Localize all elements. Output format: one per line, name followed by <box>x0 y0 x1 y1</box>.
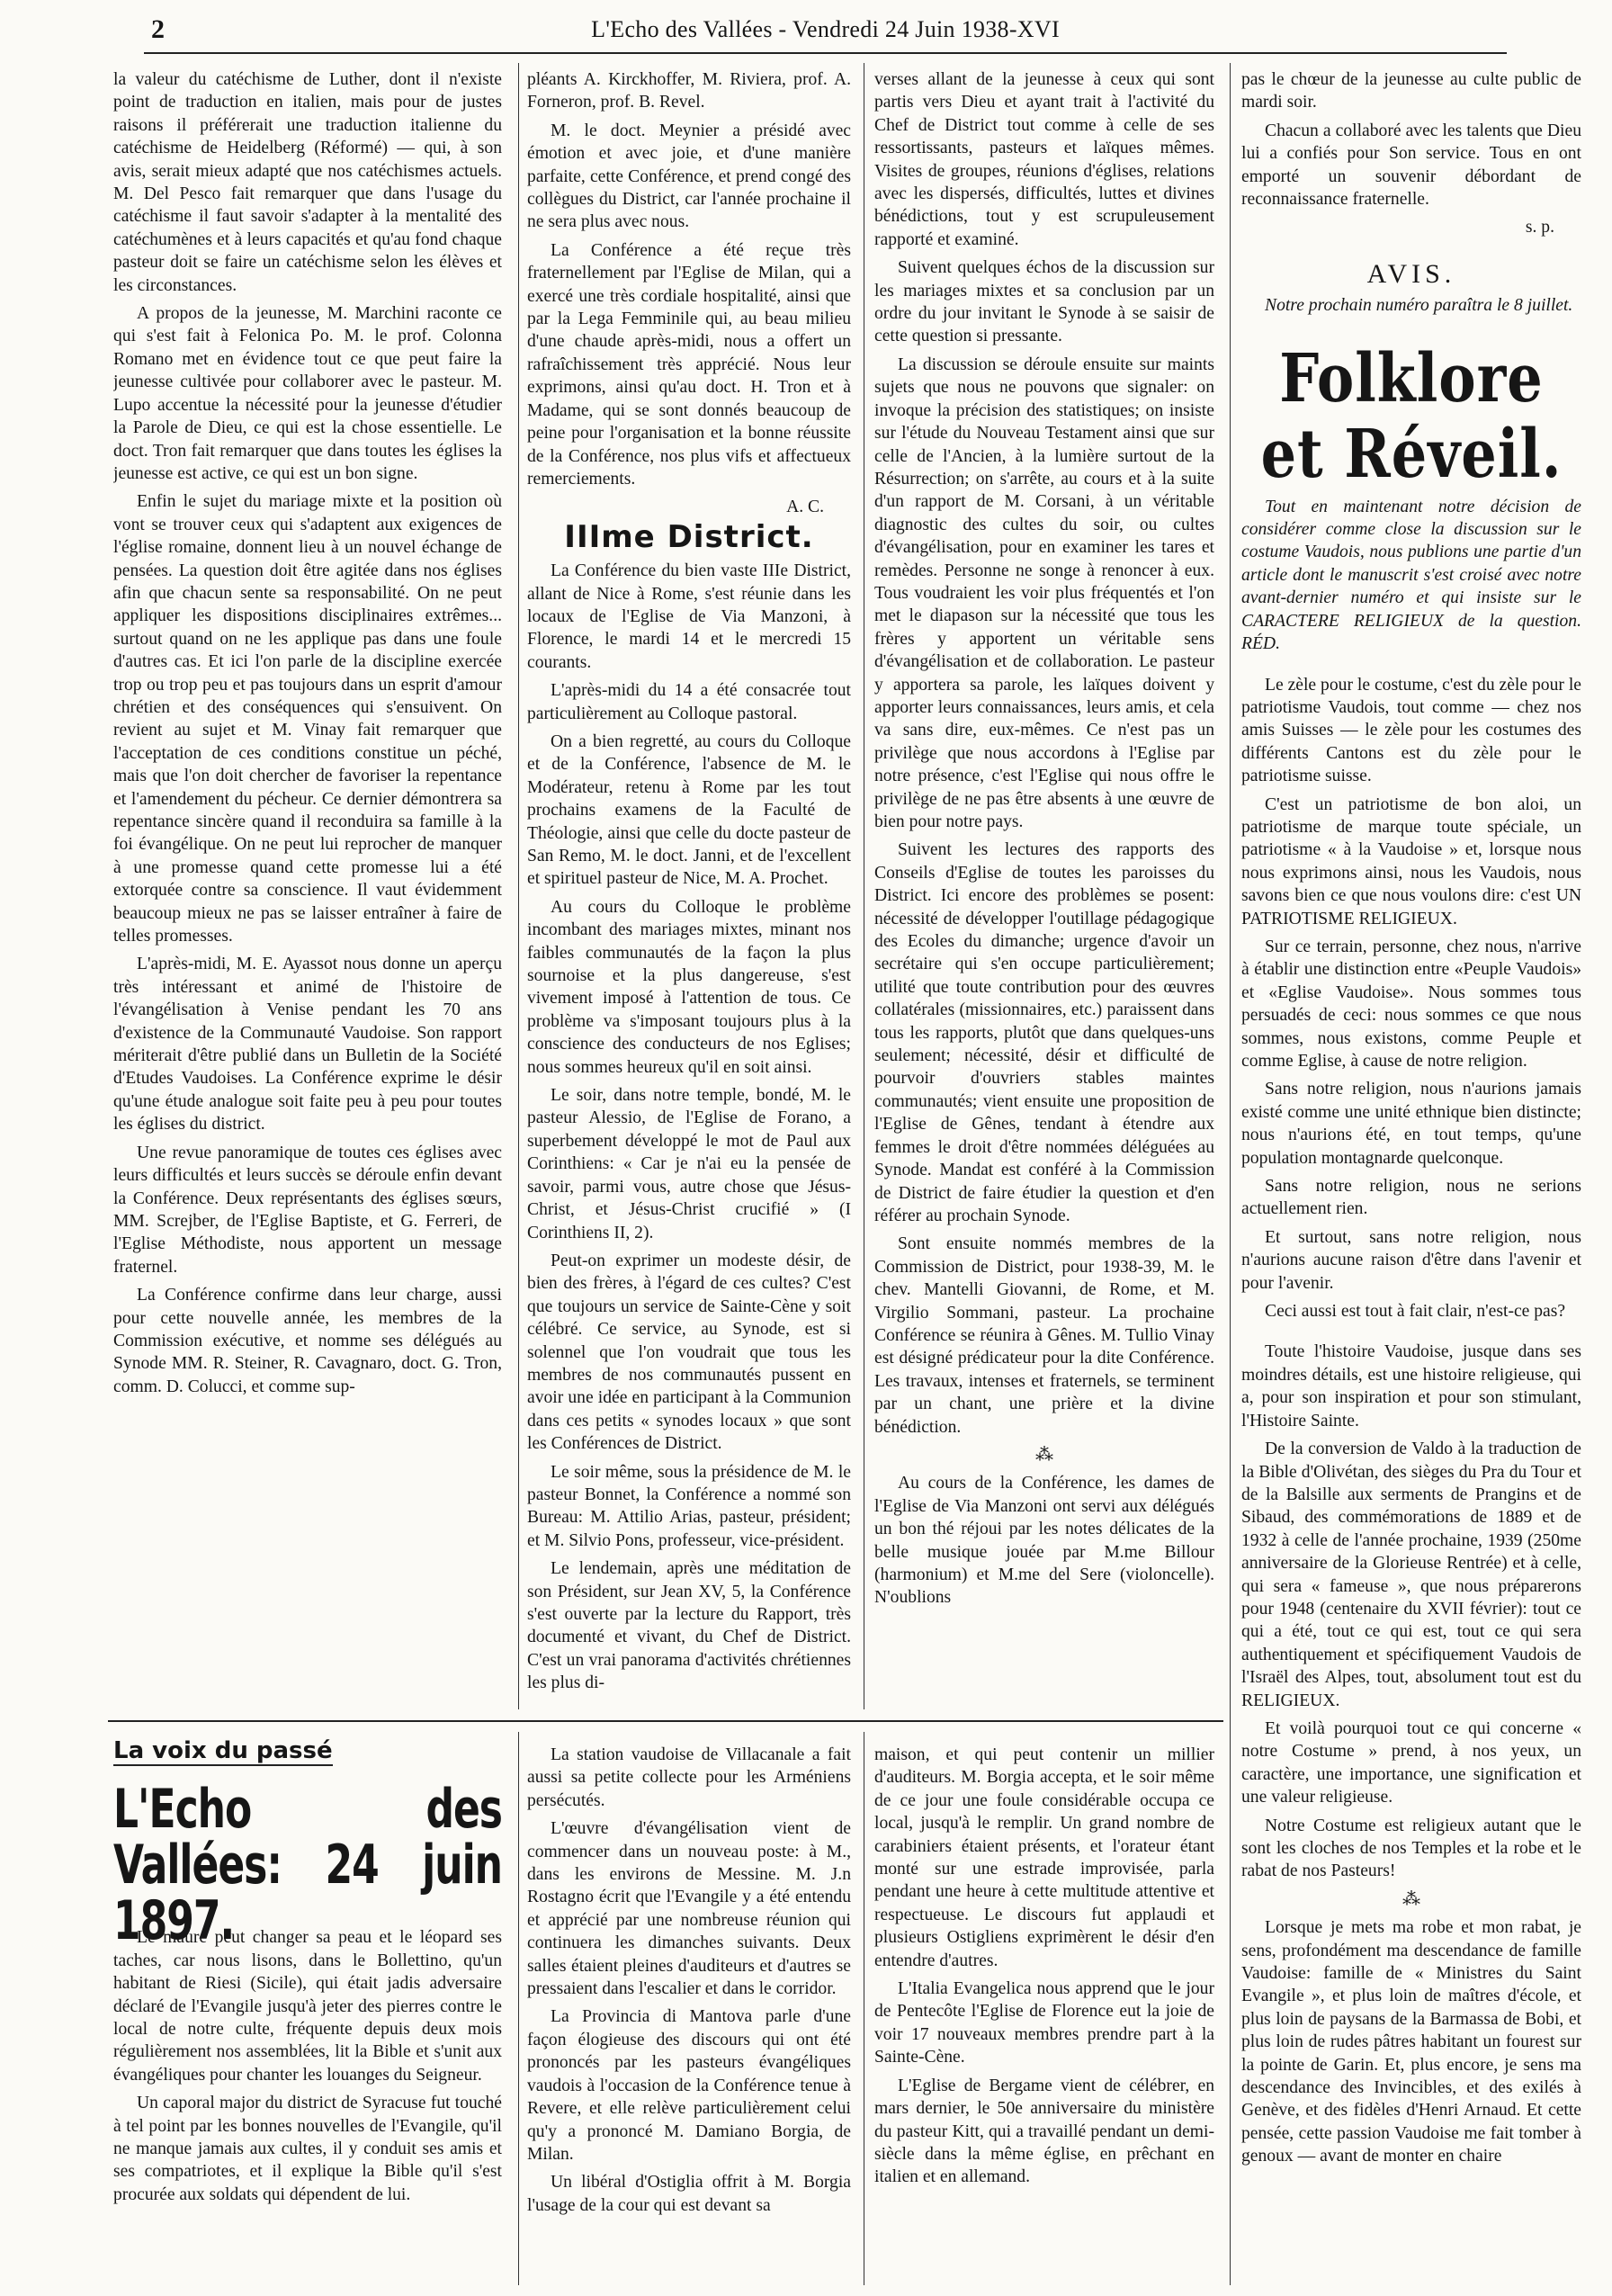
section-headline: L'Echo des Vallées: 24 juin 1897. <box>113 1779 502 1953</box>
spacer <box>1241 1328 1581 1341</box>
paragraph: L'œuvre d'évangélisation vient de commencer dans un nouveau poste: à M., dans les environs de Messine. M. J.n Rostagno écrit que l'Evangile y a été entendu et apprécié par une nombreuse réunion qui continuera les dimanches suivants. Deux salles étaient pleines d'auditeurs et d'autres se pressaient dans l'escalier et dans le corridor. <box>527 1819 851 1999</box>
paragraph: Enfin le sujet du mariage mixte et la position où vont se trouver ceux qui s'adaptent aux exigences de l'église romaine, donnent lieu à un nouvel échange de pensées. La question doit être agitée dans nos églises afin que chacun sente sa responsabilité. On ne peut appliquer les dispositions disciplinaires extrêmes... surtout quand on ne les applique pas dans une foule d'autres cas. Et ici l'on parle de la discipline exercée trop ou trop peu et pas toujours dans un esprit d'amour chrétien et des conséquences qui s'ensuivent. On revient au sujet et M. Vinay fait remarquer que l'acceptation de ces conditions constitue un péché, mais que l'on doit chercher de favoriser la repentance et l'amendement du pécheur. Ce dernier démontrera sa repentance sincère quand il reconduira sa famille à la foi évangélique. On ne peut lui reprocher de manquer à une promesse quand cette promesse lui a été extorquée contre sa conscience. Il vaut évidemment beaucoup mieux ne pas se laisser entraîner à faire de telles promesses. <box>113 492 502 946</box>
paragraph: Peut-on exprimer un modeste désir, de bien des frères, à l'égard de ces cultes? C'est que toujours un service de Sainte-Cène y soit célébré. Ce service, au Synode, est si solennel que l'on voudrait que tous les membres de nos communautés pussent en avoir une idée en participant à la Communion dans ces petits « synodes locaux » que sont les Conférences de District. <box>527 1251 851 1454</box>
paragraph: Le soir même, sous la présidence de M. le pasteur Bonnet, la Conférence a nommé son Bureau: M. Attilio Arias, pasteur, président; et M. Silvio Pons, professeur, vice-président. <box>527 1462 851 1550</box>
paragraph: Un caporal major du district de Syracuse fut touché à tel point par les bonnes nouvelles de l'Evangile, qu'il ne manque jamais aux cultes, il y conduit ses amis et ses compatriotes, et il explique la Bible qu'il s'est procurée aux soldats qui dépendent de lui. <box>113 2094 502 2204</box>
page-number: 2 <box>151 14 165 44</box>
paragraph: Sur ce terrain, personne, chez nous, n'arrive à établir une distinction entre «Peuple Vaudois» et «Eglise Vaudoise». Nous sommes tous persuadés de ceci: nous sommes ce que nous sommes, nous existons, comme Peuple et comme Eglise, à cause de notre religion. <box>1241 937 1581 1071</box>
voix-column-3 <box>874 1744 1214 2288</box>
paragraph: Le lendemain, après une méditation de son Président, sur Jean XV, 5, la Conférence s'est ouverte par la lecture du Rapport, très documenté et vivant, du Chef de District. C'est un vrai panorama d'activités chrétiennes les plus di- <box>527 1559 851 1693</box>
notice-heading: AVIS. <box>1366 258 1456 289</box>
paragraph: Le soir, dans notre temple, bondé, M. le pasteur Alessio, de l'Eglise de Forano, a superbement développé le mot de Paul aux Corinthiens: « Car je n'ai eu la pensée de savoir, parmi vous, autre chose que Jésus-Christ, et Jésus-Christ crucifié » (I Corinthiens II, 2). <box>527 1086 851 1242</box>
paragraph: La Provincia di Mantova parle d'une façon élogieuse des discours qui ont été prononcés par les pasteurs évangéliques vaudois à l'occasion de la Conférence tenue à Revere, et elle relève particulièrement celui qu'y a prononcé M. Damiano Borgia, de Milan. <box>527 2007 851 2164</box>
paragraph: Une revue panoramique de toutes ces églises avec leurs difficultés et leurs succès se déroule enfin devant la Conférence. Deux représentants des églises sœurs, MM. Screjber, de l'Eglise Baptiste, et G. Ferreri, de l'Eglise Méthodiste, nous apportent un message fraternel. <box>113 1143 502 1277</box>
paragraph: Sans notre religion, nous n'aurions jamais existé comme une unité ethnique bien distincte; nous n'aurions été, en tout temps, qu'une population montagnarde quelconque. <box>1241 1080 1581 1168</box>
article-column-4 <box>1241 68 1581 2291</box>
paragraph: pléants A. Kirckhoffer, M. Riviera, prof. A. Forneron, prof. B. Revel. <box>527 70 851 112</box>
paragraph: verses allant de la jeunesse à ceux qui sont partis vers Dieu et ayant trait à l'activité du Chef de District tout comme à celle de ses ressortissants, pasteurs et laïques mêmes. Visites de groupes, réunions d'églises, relations avec les dispersés, difficultés, luttes et divines bénédictions, tout y est scrupuleusement rapporté et examiné. <box>874 70 1214 249</box>
paragraph: La station vaudoise de Villacanale a fait aussi sa petite collecte pour les Arméniens persécutés. <box>527 1745 851 1810</box>
asterism-separator: ⁂ <box>1402 1888 1420 1909</box>
paragraph: L'Eglise de Bergame vient de célébrer, en mars dernier, le 50e anniversaire du ministère du pasteur Kitt, qui a travaillé pendant un demi-siècle dans la même église, en prêchant en italien et en allemand. <box>874 2076 1214 2187</box>
paragraph: A propos de la jeunesse, M. Marchini raconte ce qui s'est fait à Felonica Po. M. le prof. Colonna Romano met en évidence tout ce que peut faire la jeunesse cultivée pour collaborer avec le pasteur. M. Lupo accentue la nécessité pour la jeunesse d'étudier la Parole de Dieu, ce qui est la chose essentielle. Le doct. Tron fait remarquer que dans toutes les églises la jeunesse est active, ce qui est un bon signe. <box>113 304 502 483</box>
spacer <box>1241 661 1581 674</box>
paragraph: La discussion se déroule ensuite sur maints sujets que nous ne pouvons que signaler: on invoque la précision des statistiques; on insiste sur l'étude du Nouveau Testament ainsi que sur celle de l'Ancien, à la lumière surtout de la Résurrection; on s'arrête, au cours et à la suite d'un rapport de M. Corsani, à un véritable diagnostic des cultes du soir, ou cultes d'évangélisation, pour en examiner les tares et remèdes. Personne ne songe à renoncer à eux. Tous voudraient les voir plus fréquentés et l'on met le diapason sur la nécessité que tous les frères y apportent un véritable sens d'évangélisation et de collaboration. Le pasteur y apportera sa parole, les laïques doivent y apporter leurs connaissances, leurs amis, et cela va sans dire, eux-mêmes. Ce n'est pas un privilège que nous accordons à l'Eglise par notre présence, c'est l'Eglise qui nous offre le privilège de ne pas être absents à une œuvre de bien pour notre pays. <box>874 354 1214 831</box>
signature: s. p. <box>1525 218 1554 238</box>
paragraph: Suivent quelques échos de la discussion sur les mariages mixtes et sa conclusion par un ordre du jour invitant le Synode à se saisir de cette question si pressante. <box>874 258 1214 346</box>
column-rule <box>1230 63 1231 2285</box>
paragraph: On a bien regretté, au cours du Colloque et de la Conférence, l'absence de M. le Modérateur, retenu à Rome par les tout prochains examens de la Faculté de Théologie, ainsi que celle du docte pasteur de San Remo, M. le doct. Janni, et de l'excellent et spirituel pasteur de Nice, M. A. Prochet. <box>527 731 851 889</box>
masthead-title: L'Echo des Vallées - Vendredi 24 Juin 1938-XVI <box>591 16 1060 42</box>
voix-column-2 <box>527 1744 851 2288</box>
paragraph: maison, et qui peut contenir un millier d'auditeurs. M. Borgia accepta, et le soir même de ce jour une foule considérable occupa ce local, jusqu'à le remplir. Un grand nombre de carabiniers étaient présents, et l'orateur étant monté sur une estrade improvisée, parla pendant une heure à cette multitude attentive et respectueuse. Le discours fut applaudi et plusieurs Ostigliens exprimèrent le désir d'en entendre d'autres. <box>874 1745 1214 1970</box>
section-divider <box>108 1720 1223 1722</box>
paragraph: La Conférence a été reçue très fraternellement par l'Eglise de Milan, qui a exercé une très cordiale hospitalité, ainsi que par la Lega Femminile qui, au beau milieu d'une chaude après-midi, nous a offert un rafraîchissement très apprécié. Nous leur exprimons, ainsi qu'au doct. H. Tron et à Madame, qui se sont donnés beaucoup de peine pour l'organisation et la bonne réussite de la Conférence, nos plus vifs et affectueux remerciements. <box>527 240 851 489</box>
column-rule <box>518 63 519 1709</box>
asterism-separator: ⁂ <box>1035 1444 1053 1465</box>
paragraph: Toute l'histoire Vaudoise, jusque dans ses moindres détails, est une histoire religieuse, qui a, pour son inspiration et pour son stimulant, l'Histoire Sainte. <box>1241 1342 1581 1431</box>
article-column-1 <box>113 68 502 1715</box>
paragraph: C'est un patriotisme de bon aloi, un patriotisme de marque toute spéciale, un patriotisme « à la Vaudoise » et, lorsque nous nous exprimons ainsi, nous les Vaudois, nous savons bien ce que nous voulons dire: c'est UN PATRIOTISME RELIGIEUX. <box>1241 794 1581 928</box>
paragraph: Suivent les lectures des rapports des Conseils d'Eglise de toutes les paroisses du District. Ici encore des problèmes se posent: nécessité de développer l'outillage pédagogique des Ecoles du dimanche; urgence d'avoir un secrétaire qui s'en occupe particulièrement; utilité que toute contribution pour des œuvres collatérales (missionnaires, etc.) paraissent dans tous les rapports, plutôt que dans quelques-uns seulement; nécessité, désir et difficulté de pourvoir d'ouvriers stables maintes communautés; vient ensuite une proposition de l'Eglise de Gênes, tendant à étendre aux femmes le droit d'être nommées déléguées au Synode. Mandat est conféré à la Commission de District de faire étudier la question et d'en référer au prochain Synode. <box>874 840 1214 1225</box>
paragraph: Au cours de la Conférence, les dames de l'Eglise de Via Manzoni ont servi aux délégués un bon thé réjoui par les notes délicates de la belle musique jouée par M.me Billour (harmonium) et M.me del Sere (violoncelle). N'oublions <box>874 1474 1214 1608</box>
column-rule <box>518 1732 519 2285</box>
page-header <box>144 13 1507 54</box>
paragraph: Et surtout, sans notre religion, nous n'aurions aucune raison d'être dans l'avenir et pour l'avenir. <box>1241 1227 1581 1293</box>
paragraph: Le maure peut changer sa peau et le léopard ses taches, car nous lisons, dans le Bollettino, qu'un habitant de Riesi (Sicile), qui était jadis adversaire déclaré de l'Evangile jusqu'à jeter des pierres contre le local de notre culte, fréquente depuis deux mois régulièrement nos assemblées, lit la Bible et s'unit aux évangéliques pour chanter les louanges du Seigneur. <box>113 1928 502 2085</box>
paragraph: L'après-midi, M. E. Ayassot nous donne un aperçu très intéressant et animé de l'histoire de l'évangélisation à Venise pendant les 70 ans d'existence de la Communauté Vaudoise. Son rapport mériterait d'être publié dans un Bulletin de la Société d'Etudes Vaudoises. La Conférence exprime le désir qu'une étude analogue soit faite peu à peu pour toutes les églises du district. <box>113 955 502 1135</box>
paragraph: Au cours du Colloque le problème incombant des mariages mixtes, minant nos faibles communautés de la façon la plus sournoise et la plus dangereuse, s'est vivement imposé à l'attention de tous. Ce problème va s'imposant toujours plus à la conscience des conducteurs de nos Eglises; nous sommes heureux qu'il en soit ainsi. <box>527 897 851 1077</box>
paragraph: Et voilà pourquoi tout ce qui concerne « notre Costume » prend, à nos yeux, un caractère, une importance, une signification et une valeur religieuse. <box>1241 1718 1581 1807</box>
voix-column-1 <box>113 1735 502 2288</box>
paragraph: De la conversion de Valdo à la traduction de la Bible d'Olivétan, des sièges du Pra du Tour et de la Balsille aux serments de Prangins et de Sibaud, des commémorations de 1889 et de 1932 à celle de l'année prochaine, 1939 (250me anniversaire de la Glorieuse Rentrée) et à celle, qui sera « fameuse », que nous préparerons pour 1948 (centenaire du XVII février): tout ce qui a été, tout ce qui est, tout ce qui sera authentiquement et spécifiquement Vaudois de l'Israël des Alpes, tout, absolument tout est du RELIGIEUX. <box>1241 1439 1581 1710</box>
paragraph: L'après-midi du 14 a été consacrée tout particulièrement au Colloque pastoral. <box>527 681 851 723</box>
signature: A. C. <box>786 498 824 517</box>
paragraph: M. le doct. Meynier a présidé avec émotion et avec joie, et d'une manière parfaite, cette Conférence, et prend congé des collègues du District, car l'année prochaine il ne sera plus avec nous. <box>527 121 851 232</box>
paragraph: Le zèle pour le costume, c'est du zèle pour le patriotisme Vaudois, tout comme — chez nos amis Suisses — le zèle pour les costumes des différents Cantons est du zèle pour le patriotisme suisse. <box>1241 675 1581 786</box>
paragraph: Lorsque je mets ma robe et mon rabat, je sens, profondément ma descendance de famille Vaudoise: famille de « Ministres du Saint Evangile », et plus loin de maîtres d'école, et plus loin de paysans de la Barmassa de Bobi, et plus loin de rudes pâtres habitant un fourest sur la pointe de Garin. Et, plus encore, je sens ma descendance des Invincibles, et des exilés à Genève, et des fidèles d'Henri Arnaud. Et cette pensée, cette passion Vaudoise me fait tomber à genoux — avant de monter en chaire <box>1241 1918 1581 2166</box>
paragraph: Sont ensuite nommés membres de la Commission de District, pour 1938-39, M. le chev. Mantelli Giovanni, de Rome, et M. Virgilio Sommani, pasteur. La prochaine Conférence se réunira à Gênes. M. Tullio Vinay est désigné prédicateur pour la dite Conférence. Les travaux, intenses et fraternels, se terminent par un chant, une prière et la divine bénédiction. <box>874 1234 1214 1437</box>
notice-text: Notre prochain numéro paraîtra le 8 juillet. <box>1265 296 1573 316</box>
paragraph: La Conférence du bien vaste IIIe District, allant de Nice à Rome, s'est réunie dans les locaux de l'Eglise de Via Manzoni, à Florence, le mardi 14 et le mercredi 15 courants. <box>527 561 851 672</box>
article-headline: Folklore et Réveil. <box>1260 338 1563 493</box>
article-column-3 <box>874 68 1214 1715</box>
paragraph: Ceci aussi est tout à fait clair, n'est-ce pas? <box>1265 1302 1566 1322</box>
paragraph: pas le chœur de la jeunesse au culte public de mardi soir. <box>1241 70 1581 112</box>
paragraph: Chacun a collaboré avec les talents que Dieu lui a confiés pour Son service. Tous en ont emporté un souvenir débordant de reconnaissance fraternelle. <box>1241 121 1581 210</box>
paragraph: La Conférence confirme dans leur charge, aussi pour cette nouvelle année, les membres de la Commission exécutive, et nomme ses délégués au Synode MM. R. Steiner, R. Cavagnaro, doct. G. Tron, comm. D. Colucci, et comme sup- <box>113 1286 502 1396</box>
paragraph: Sans notre religion, nous ne serions actuellement rien. <box>1241 1177 1581 1219</box>
section-heading: IIIme District. <box>564 518 814 555</box>
section-label: La voix du passé <box>113 1740 333 1766</box>
article-column-2 <box>527 68 851 1715</box>
article-intro: Tout en maintenant notre décision de considérer comme close la discussion sur le costume Vaudois, nous publions une partie d'un article dont le manuscrit s'est croisé avec notre avant-dernier numéro et qui insiste sur le CARACTERE RELIGIEUX de la question. RÉD. <box>1241 497 1581 654</box>
paragraph: Notre Costume est religieux autant que le sont les cloches de nos Temples et la robe et le rabat de nos Pasteurs! <box>1241 1816 1581 1881</box>
paragraph: L'Italia Evangelica nous apprend que le jour de Pentecôte l'Eglise de Florence eut la joie de voir 17 nouveaux membres prendre part à la Sainte-Cène. <box>874 1979 1214 2067</box>
paragraph: Un libéral d'Ostiglia offrit à M. Borgia l'usage de la cour qui est devant sa <box>527 2173 851 2215</box>
paragraph: la valeur du catéchisme de Luther, dont il n'existe point de traduction en italien, mais pour de justes raisons il préférerait une traduction italienne du catéchisme de Heidelberg (Réformé) — qui, à son avis, serait mieux adapté que nos catéchismes actuels. M. Del Pesco fait remarquer que dans l'usage du catéchisme il faut savoir s'adapter à la mentalité des catéchumènes et à leurs capacités et qu'au fond chaque pasteur doit se faire un catéchisme selon les élèves et les circonstances. <box>113 70 502 295</box>
